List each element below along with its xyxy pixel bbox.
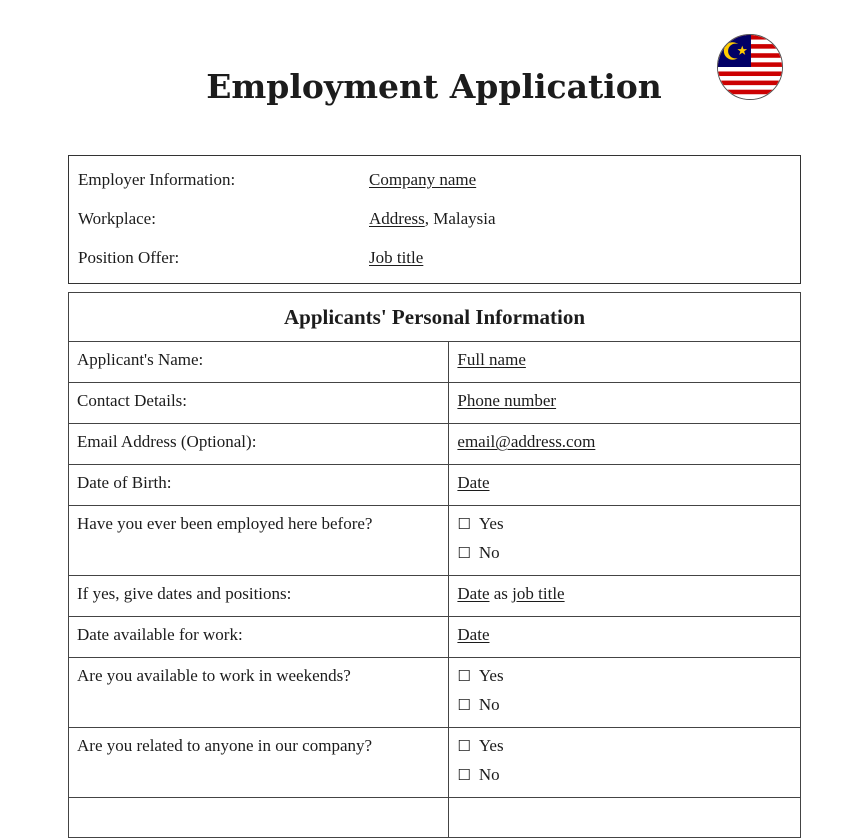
table-row (69, 465, 801, 506)
checkbox-icon: ☐ (457, 696, 471, 714)
checkbox-no[interactable]: ☐ No (457, 543, 500, 562)
checkbox-icon: ☐ (457, 515, 471, 533)
table-row (69, 658, 801, 728)
personal-info-table (68, 292, 801, 838)
workplace-label: Workplace: (78, 209, 156, 228)
date-of-birth-field[interactable]: Date (457, 473, 490, 492)
row-value (449, 383, 801, 424)
previous-date-field[interactable]: Date (457, 584, 490, 603)
row-value (449, 576, 801, 617)
row-label: Are you related to anyone in our company? (69, 728, 449, 798)
malaysia-flag-icon (717, 34, 783, 100)
row-value (449, 798, 801, 838)
row-label: Date of Birth: (69, 465, 449, 506)
table-row (69, 383, 801, 424)
job-title-field[interactable]: Job title (369, 248, 424, 267)
employer-info-box (68, 155, 801, 284)
row-label: Are you available to work in weekends? (69, 658, 449, 728)
workplace-value (369, 207, 496, 231)
row-label: Applicant's Name: (69, 342, 449, 383)
table-row (69, 424, 801, 465)
table-row (69, 576, 801, 617)
personal-info-heading: Applicants' Personal Information (69, 293, 801, 342)
row-value (449, 342, 801, 383)
table-row (69, 506, 801, 576)
position-label: Position Offer: (78, 248, 180, 267)
row-value (449, 424, 801, 465)
table-row (69, 728, 801, 798)
checkbox-no[interactable]: ☐ No (457, 765, 500, 784)
email-field[interactable]: email@address.com (457, 432, 596, 451)
table-row (69, 617, 801, 658)
row-value (449, 617, 801, 658)
table-row (69, 342, 801, 383)
company-name-field[interactable]: Company name (369, 170, 477, 189)
checkbox-no[interactable]: ☐ No (457, 695, 500, 714)
row-label (69, 798, 449, 838)
checkbox-yes[interactable]: ☐ Yes (457, 666, 504, 685)
row-value (449, 506, 801, 576)
address-field[interactable]: Address (369, 209, 425, 228)
row-label: Date available for work: (69, 617, 449, 658)
table-row (69, 798, 801, 838)
row-value (449, 658, 801, 728)
row-value (449, 465, 801, 506)
row-label: Have you ever been employed here before? (69, 506, 449, 576)
row-label: Email Address (Optional): (69, 424, 449, 465)
row-value (449, 728, 801, 798)
row-label: If yes, give dates and positions: (69, 576, 449, 617)
checkbox-icon: ☐ (457, 544, 471, 562)
previous-job-title-field[interactable]: job title (512, 584, 565, 603)
checkbox-yes[interactable]: ☐ Yes (457, 736, 504, 755)
checkbox-icon: ☐ (457, 737, 471, 755)
checkbox-yes[interactable]: ☐ Yes (457, 514, 504, 533)
available-date-field[interactable]: Date (457, 625, 490, 644)
checkbox-icon: ☐ (457, 766, 471, 784)
row-label: Contact Details: (69, 383, 449, 424)
phone-number-field[interactable]: Phone number (457, 391, 557, 410)
checkbox-icon: ☐ (457, 667, 471, 685)
full-name-field[interactable]: Full name (457, 350, 526, 369)
employer-label: Employer Information: (78, 170, 236, 189)
country-text: , Malaysia (424, 209, 496, 228)
as-text: as (489, 584, 513, 603)
page-title: Employment Application (206, 67, 662, 106)
